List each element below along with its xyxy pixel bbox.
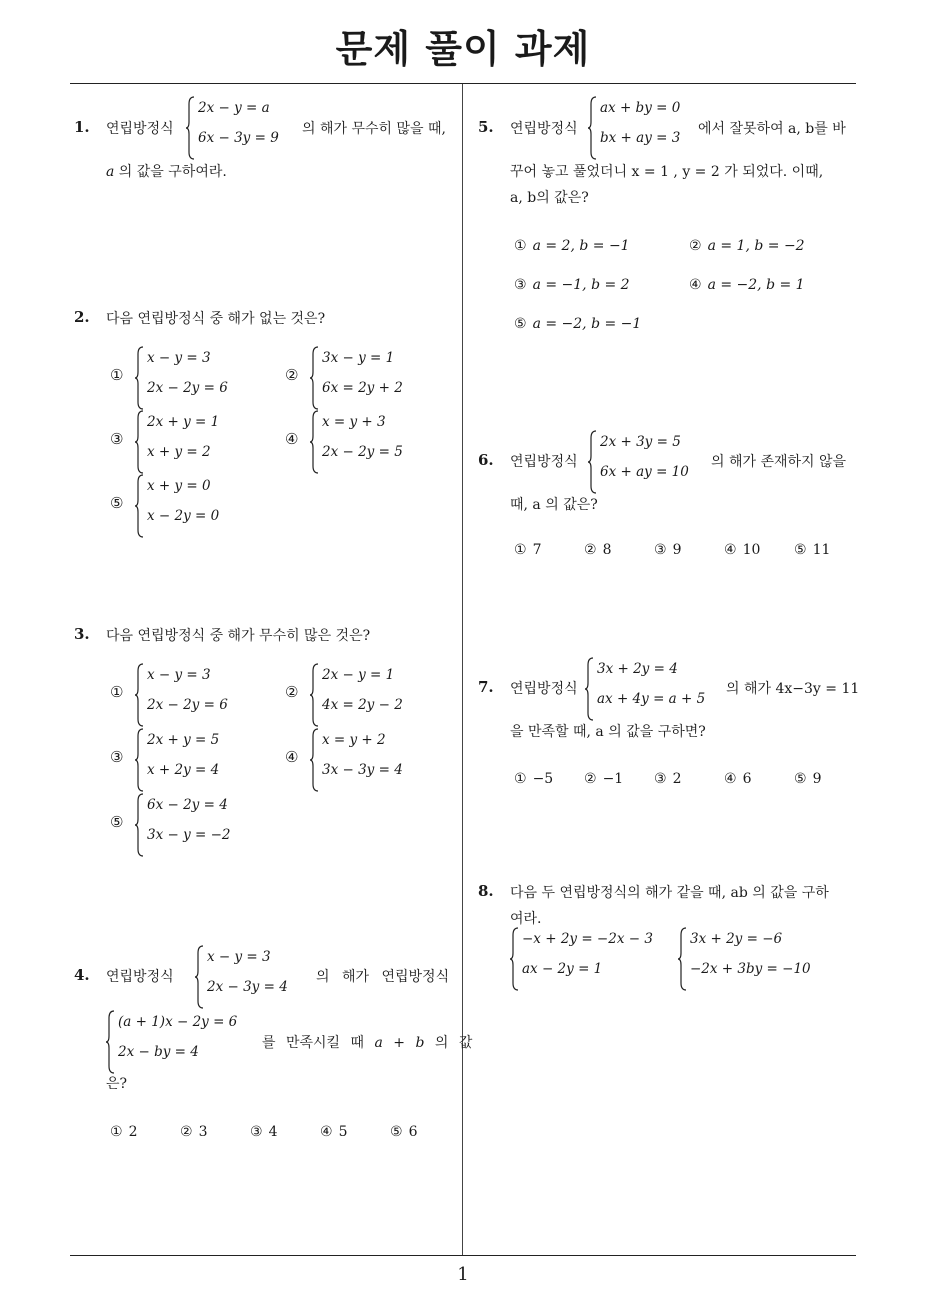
choice-label: ⑤ — [390, 1124, 403, 1140]
left-brace-icon — [588, 96, 597, 160]
choice-2[interactable] — [584, 542, 611, 558]
choice-3[interactable] — [654, 771, 681, 787]
choice-2[interactable] — [584, 771, 623, 787]
equation: x + 2y = 4 — [147, 762, 220, 778]
equation: 3x − y = −2 — [147, 827, 231, 843]
equation: 6x − 2y = 4 — [147, 797, 228, 813]
left-brace-icon — [106, 1010, 115, 1074]
left-brace-icon — [135, 474, 144, 538]
page-title: 문제 풀이 과제 — [335, 27, 591, 71]
problem-text: 연립방정식 — [510, 121, 578, 137]
choice-label: ⑤ — [794, 542, 807, 558]
equation: 6x = 2y + 2 — [322, 380, 403, 396]
left-brace-icon — [310, 410, 319, 474]
equation: 2x − 3y = 4 — [207, 979, 288, 995]
choice-1[interactable] — [514, 771, 553, 787]
equation: 6x + ay = 10 — [600, 464, 689, 480]
option-system — [310, 663, 430, 727]
choice-label: ② — [180, 1124, 193, 1140]
page-number: 1 — [457, 1264, 469, 1285]
problem-number: 1. — [74, 118, 90, 136]
problem-text: 때, a 의 값은? — [510, 497, 598, 513]
problem-text: 은? — [106, 1076, 128, 1092]
choice-4[interactable] — [724, 771, 751, 787]
problem-text: 에서 잘못하여 a, b를 바 — [698, 121, 846, 137]
choice-value: a = −2, b = −1 — [532, 316, 642, 332]
choice-value: a = −2, b = 1 — [707, 277, 805, 293]
left-brace-icon — [310, 346, 319, 410]
choice-value: −1 — [602, 771, 624, 787]
option-system — [135, 793, 255, 857]
equation: x − 2y = 0 — [147, 508, 220, 524]
choice-label: ③ — [654, 542, 667, 558]
option-system — [135, 410, 255, 474]
option-label[interactable]: ⑤ — [110, 813, 124, 831]
choice-value: a = 1, b = −2 — [707, 238, 805, 254]
choice-label: ⑤ — [514, 316, 527, 332]
option-system — [310, 728, 430, 792]
option-label[interactable]: ④ — [285, 748, 299, 766]
choice-value: a = 2, b = −1 — [532, 238, 630, 254]
choice-value: 11 — [812, 542, 831, 558]
choice-value: 2 — [128, 1124, 138, 1140]
problem-text: 을 만족할 때, a 의 값을 구하면? — [510, 724, 706, 740]
header-rule — [70, 83, 856, 84]
option-label[interactable]: ③ — [110, 430, 124, 448]
choice-label: ④ — [724, 771, 737, 787]
choice-value: −5 — [532, 771, 554, 787]
problem-question: 다음 연립방정식 중 해가 없는 것은? — [106, 311, 326, 327]
equation-system — [588, 430, 698, 494]
choice-5[interactable] — [794, 542, 830, 558]
problem-text — [262, 1032, 472, 1052]
left-brace-icon — [310, 728, 319, 792]
choice-label: ② — [584, 542, 597, 558]
choice-2[interactable] — [689, 238, 805, 254]
variable: a — [106, 164, 115, 180]
option-system — [135, 663, 255, 727]
problem-number: 4. — [74, 966, 90, 984]
option-label[interactable]: ① — [110, 366, 124, 384]
choice-label: ② — [689, 238, 702, 254]
option-system — [135, 474, 255, 538]
left-brace-icon — [510, 927, 519, 991]
left-brace-icon — [135, 793, 144, 857]
equation: bx + ay = 3 — [600, 130, 681, 146]
option-system — [310, 410, 430, 474]
equation: 2x + y = 5 — [147, 732, 220, 748]
problem-text: 꾸어 놓고 풀었더니 x = 1 , y = 2 가 되었다. 이때, — [510, 164, 824, 180]
column-divider — [462, 84, 463, 1256]
problem-text — [106, 161, 227, 181]
option-label[interactable]: ② — [285, 366, 299, 384]
choice-value: 3 — [198, 1124, 208, 1140]
choice-3[interactable] — [654, 542, 681, 558]
choice-label: ⑤ — [794, 771, 807, 787]
choice-5[interactable] — [390, 1124, 417, 1140]
choice-4[interactable] — [689, 277, 805, 293]
option-system — [310, 346, 430, 410]
left-brace-icon — [195, 945, 204, 1009]
choice-5[interactable] — [514, 316, 641, 332]
option-label[interactable]: ⑤ — [110, 494, 124, 512]
equation: 6x − 3y = 9 — [198, 130, 279, 146]
problem-text: 연립방정식 — [106, 121, 174, 137]
choice-label: ② — [584, 771, 597, 787]
problem-text: 연립방정식 — [510, 681, 578, 697]
equation: x − y = 3 — [207, 949, 271, 965]
equation: −2x + 3by = −10 — [690, 961, 811, 977]
left-brace-icon — [588, 430, 597, 494]
problem-text: a, b의 값은? — [510, 190, 589, 206]
option-system — [135, 346, 255, 410]
choice-5[interactable] — [794, 771, 821, 787]
equation: x + y = 0 — [147, 478, 211, 494]
problem-text: 다음 두 연립방정식의 해가 같을 때, ab 의 값을 구하 — [510, 885, 829, 901]
footer-rule — [70, 1255, 856, 1256]
equation-system — [186, 96, 296, 160]
equation-system — [510, 927, 670, 991]
equation-system — [106, 1010, 256, 1074]
equation: x = y + 2 — [322, 732, 386, 748]
choice-3[interactable] — [514, 277, 630, 293]
choice-value: 6 — [408, 1124, 418, 1140]
equation: x = y + 3 — [322, 414, 386, 430]
problem-question: 다음 연립방정식 중 해가 무수히 많은 것은? — [106, 628, 371, 644]
left-brace-icon — [310, 663, 319, 727]
choice-value: 4 — [268, 1124, 278, 1140]
problem-text-span: 를 만족시킬 때 — [262, 1035, 365, 1051]
equation-system — [585, 657, 715, 721]
equation: 3x + 2y = 4 — [597, 661, 678, 677]
problem-text-span: 의 값 — [434, 1035, 473, 1051]
option-system — [135, 728, 255, 792]
choice-value: 9 — [672, 542, 682, 558]
choice-label: ③ — [514, 277, 527, 293]
choice-label: ④ — [724, 542, 737, 558]
equation-system — [195, 945, 305, 1009]
problem-text: 연립방정식 — [106, 969, 174, 985]
equation-system — [588, 96, 688, 160]
left-brace-icon — [186, 96, 195, 160]
choice-value: 10 — [742, 542, 761, 558]
problem-number: 5. — [478, 118, 494, 136]
left-brace-icon — [678, 927, 687, 991]
choice-value: 2 — [672, 771, 682, 787]
problem-number: 8. — [478, 882, 494, 900]
choice-1[interactable] — [514, 542, 541, 558]
choice-label: ④ — [689, 277, 702, 293]
choice-label: ① — [110, 1124, 123, 1140]
problem-text: 의 해가 무수히 많을 때, — [302, 121, 446, 137]
left-brace-icon — [135, 663, 144, 727]
problem-text: 의 해가 존재하지 않을 — [711, 454, 847, 470]
problem-text: 연립방정식 — [510, 454, 578, 470]
left-brace-icon — [135, 346, 144, 410]
choice-value: 5 — [338, 1124, 348, 1140]
equation: 2x − 2y = 6 — [147, 380, 228, 396]
equation: x + y = 2 — [147, 444, 211, 460]
problem-number: 6. — [478, 451, 494, 469]
problem-text: 여라. — [510, 911, 542, 927]
choice-label: ③ — [250, 1124, 263, 1140]
choice-label: ① — [514, 238, 527, 254]
equation-system — [678, 927, 838, 991]
equation: x − y = 3 — [147, 350, 211, 366]
option-label[interactable]: ② — [285, 683, 299, 701]
left-brace-icon — [585, 657, 594, 721]
problem-number: 2. — [74, 308, 90, 326]
choice-1[interactable] — [514, 238, 630, 254]
problem-number: 7. — [478, 678, 494, 696]
problem-number: 3. — [74, 625, 90, 643]
equation: ax + 4y = a + 5 — [597, 691, 706, 707]
choice-value: a = −1, b = 2 — [532, 277, 630, 293]
choice-label: ① — [514, 771, 527, 787]
option-label[interactable]: ① — [110, 683, 124, 701]
equation: 2x − 2y = 6 — [147, 697, 228, 713]
problem-text: 의 해가 4x−3y = 11 — [726, 681, 860, 697]
choice-4[interactable] — [320, 1124, 347, 1140]
choice-label: ① — [514, 542, 527, 558]
option-label[interactable]: ③ — [110, 748, 124, 766]
equation: ax + by = 0 — [600, 100, 681, 116]
choice-2[interactable] — [180, 1124, 207, 1140]
equation: ax − 2y = 1 — [522, 961, 603, 977]
equation: 2x + 3y = 5 — [600, 434, 681, 450]
equation: 2x − y = a — [198, 100, 270, 116]
equation: 3x − y = 1 — [322, 350, 395, 366]
equation: 2x − 2y = 5 — [322, 444, 403, 460]
equation: 2x − by = 4 — [118, 1044, 199, 1060]
equation: 3x + 2y = −6 — [690, 931, 783, 947]
equation: (a + 1)x − 2y = 6 — [118, 1014, 238, 1030]
equation: −x + 2y = −2x − 3 — [522, 931, 653, 947]
equation: 3x − 3y = 4 — [322, 762, 403, 778]
choice-1[interactable] — [110, 1124, 137, 1140]
choice-label: ③ — [654, 771, 667, 787]
choice-4[interactable] — [724, 542, 760, 558]
option-label[interactable]: ④ — [285, 430, 299, 448]
choice-value: 7 — [532, 542, 542, 558]
left-brace-icon — [135, 410, 144, 474]
choice-value: 9 — [812, 771, 822, 787]
variable: a + b — [374, 1035, 425, 1051]
choice-label: ④ — [320, 1124, 333, 1140]
choice-value: 8 — [602, 542, 612, 558]
equation: 2x − y = 1 — [322, 667, 395, 683]
left-brace-icon — [135, 728, 144, 792]
problem-text-span: 의 값을 구하여라. — [114, 164, 227, 180]
equation: 4x = 2y − 2 — [322, 697, 403, 713]
choice-3[interactable] — [250, 1124, 277, 1140]
choice-value: 6 — [742, 771, 752, 787]
problem-text: 의 해가 연립방정식 — [316, 969, 450, 985]
equation: 2x + y = 1 — [147, 414, 220, 430]
equation: x − y = 3 — [147, 667, 211, 683]
